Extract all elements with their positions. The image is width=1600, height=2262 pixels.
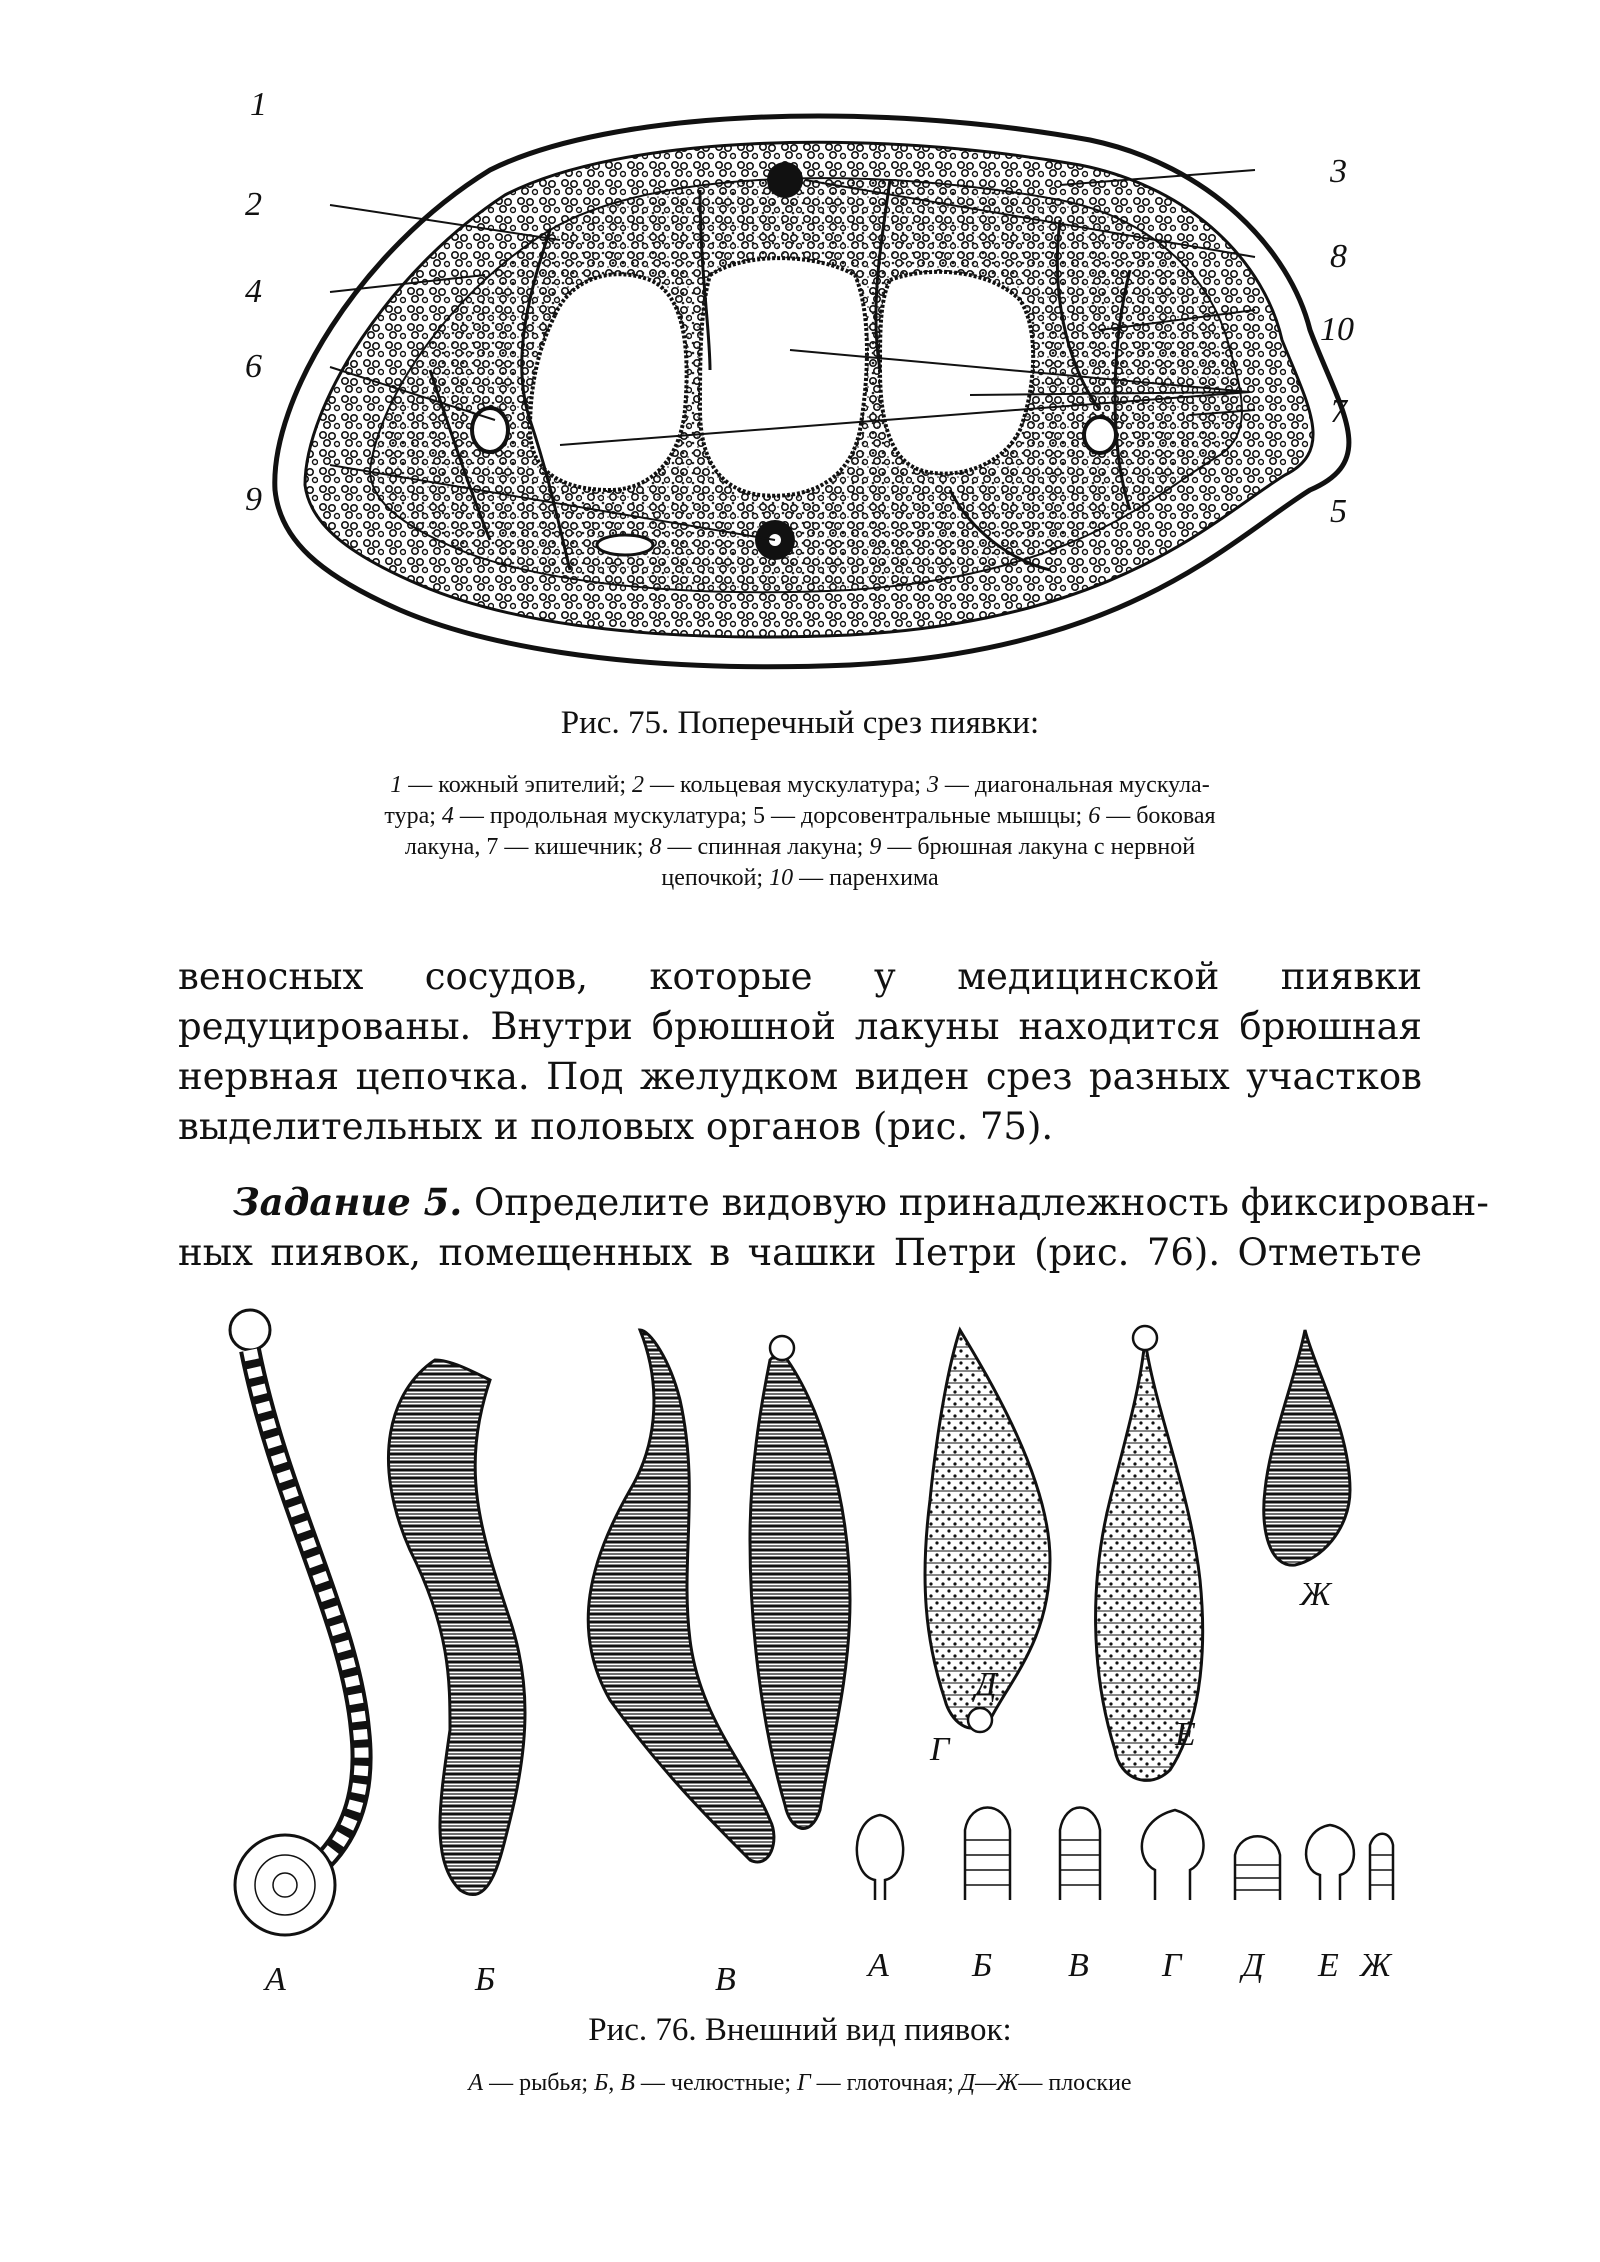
legend-text: — диагональная мускула- xyxy=(938,772,1210,798)
legend-num: Г xyxy=(796,2070,811,2096)
paragraph-2-line-1-text: Определите видовую принадлежность фиксирован- xyxy=(462,1181,1489,1224)
paragraph-2-line-2: ных пиявок, помещенных в чашки Петри (рис. 76). Отметьте xyxy=(178,1231,1422,1274)
figure-76-caption-title: Рис. 76. Внешний вид пиявок: xyxy=(588,2012,1012,2048)
legend-line-1 xyxy=(280,770,1320,801)
legend-text: — спинная лакуна; xyxy=(661,834,870,860)
label-5: 5 xyxy=(1330,493,1347,530)
legend-line-3 xyxy=(280,832,1320,863)
label-2: 2 xyxy=(245,186,262,223)
leech-label-b: Б xyxy=(475,1961,496,1990)
head-forms xyxy=(857,1808,1393,1901)
legend-num: 2 xyxy=(632,772,644,798)
legend-num: 10 xyxy=(769,865,794,891)
leech-label-a: А xyxy=(265,1961,286,1990)
head-label-e: Е xyxy=(1318,1947,1339,1984)
legend-num: 3 xyxy=(926,772,939,798)
leech-label-e: Е xyxy=(1175,1716,1196,1753)
legend-num: 8 xyxy=(649,834,662,860)
lateral-lacuna-right xyxy=(1084,417,1116,453)
leech-e xyxy=(1096,1340,1203,1780)
paragraph-2-line-1 xyxy=(178,1177,1489,1228)
paragraph-1-line-2: редуцированы. Внутри брюшной лакуны находится брюшная xyxy=(178,1005,1422,1048)
leech-b xyxy=(388,1360,525,1895)
legend-text: — челюстные; xyxy=(634,2070,797,2096)
paragraph-1 xyxy=(178,952,1422,1152)
legend-num: Б, В xyxy=(594,2070,635,2096)
head-label-g: Г xyxy=(1162,1947,1182,1984)
label-9: 9 xyxy=(245,481,262,518)
figure-75-legend xyxy=(280,770,1320,894)
legend-text: — брюшная лакуна с нервной xyxy=(881,834,1196,860)
leech-a xyxy=(230,1310,362,1935)
legend-text: — плоские xyxy=(1018,2070,1132,2096)
leech-label-d: Д xyxy=(975,1666,997,1703)
legend-line-4 xyxy=(280,863,1320,894)
legend-text: — боковая xyxy=(1100,803,1216,829)
figure-76-legend xyxy=(280,2068,1320,2099)
legend-text: тура; xyxy=(384,803,442,829)
legend-num: 4 xyxy=(441,803,454,829)
label-6: 6 xyxy=(245,348,262,385)
legend-num: 1 xyxy=(390,772,403,798)
label-3: 3 xyxy=(1330,153,1347,190)
paragraph-1-line-3: нервная цепочка. Под желудком виден срез разных участков xyxy=(178,1055,1422,1098)
head-label-zh: Ж xyxy=(1360,1947,1392,1984)
legend-text: — рыбья; xyxy=(483,2070,595,2096)
dorsal-lacuna xyxy=(767,162,803,198)
legend-num: 6 xyxy=(1088,803,1101,829)
figure-75-caption-title: Рис. 75. Поперечный срез пиявки: xyxy=(560,705,1040,741)
legend-text: лакуна, 7 — кишечник; xyxy=(404,834,650,860)
legend-num: А xyxy=(468,2070,484,2096)
intestine-right xyxy=(880,272,1033,474)
paragraph-1-line-1: веносных сосудов, которые у медицинской пиявки xyxy=(178,955,1422,998)
head-label-d: Д xyxy=(1242,1947,1264,1984)
label-10: 10 xyxy=(1320,311,1354,348)
leech-g xyxy=(750,1350,850,1829)
legend-text: — кожный эпителий; xyxy=(402,772,632,798)
leech-v xyxy=(588,1330,774,1862)
legend-num: 9 xyxy=(869,834,882,860)
intestine-middle xyxy=(700,258,867,496)
leech-zh xyxy=(1264,1330,1350,1565)
label-1: 1 xyxy=(250,86,267,123)
task-label: Задание 5. xyxy=(233,1180,463,1224)
legend-text: — глоточная; xyxy=(810,2070,960,2096)
legend-line-2 xyxy=(280,801,1320,832)
head-label-a: А xyxy=(868,1947,889,1984)
leech-label-g: Г xyxy=(930,1731,950,1768)
leech-label-zh: Ж xyxy=(1300,1576,1332,1613)
label-4: 4 xyxy=(245,273,262,310)
leech-label-v: В xyxy=(715,1961,736,1990)
paragraph-1-line-4: выделительных и половых органов (рис. 75). xyxy=(178,1105,1054,1148)
legend-text: — паренхима xyxy=(793,865,939,891)
label-8: 8 xyxy=(1330,238,1347,275)
legend-text: — кольцевая мускулатура; xyxy=(644,772,927,798)
figure-75-cross-section xyxy=(230,70,1410,680)
label-7: 7 xyxy=(1330,393,1347,430)
head-label-v: В xyxy=(1068,1947,1089,1984)
legend-text: — продольная мускулатура; 5 — дорсовентральные мышцы; xyxy=(453,803,1089,829)
legend-num: Д—Ж xyxy=(959,2070,1019,2096)
head-label-b: Б xyxy=(972,1947,993,1984)
paragraph-2 xyxy=(178,1177,1489,1278)
legend-text: цепочкой; xyxy=(661,865,770,891)
figure-76-leeches xyxy=(190,1300,1420,1990)
